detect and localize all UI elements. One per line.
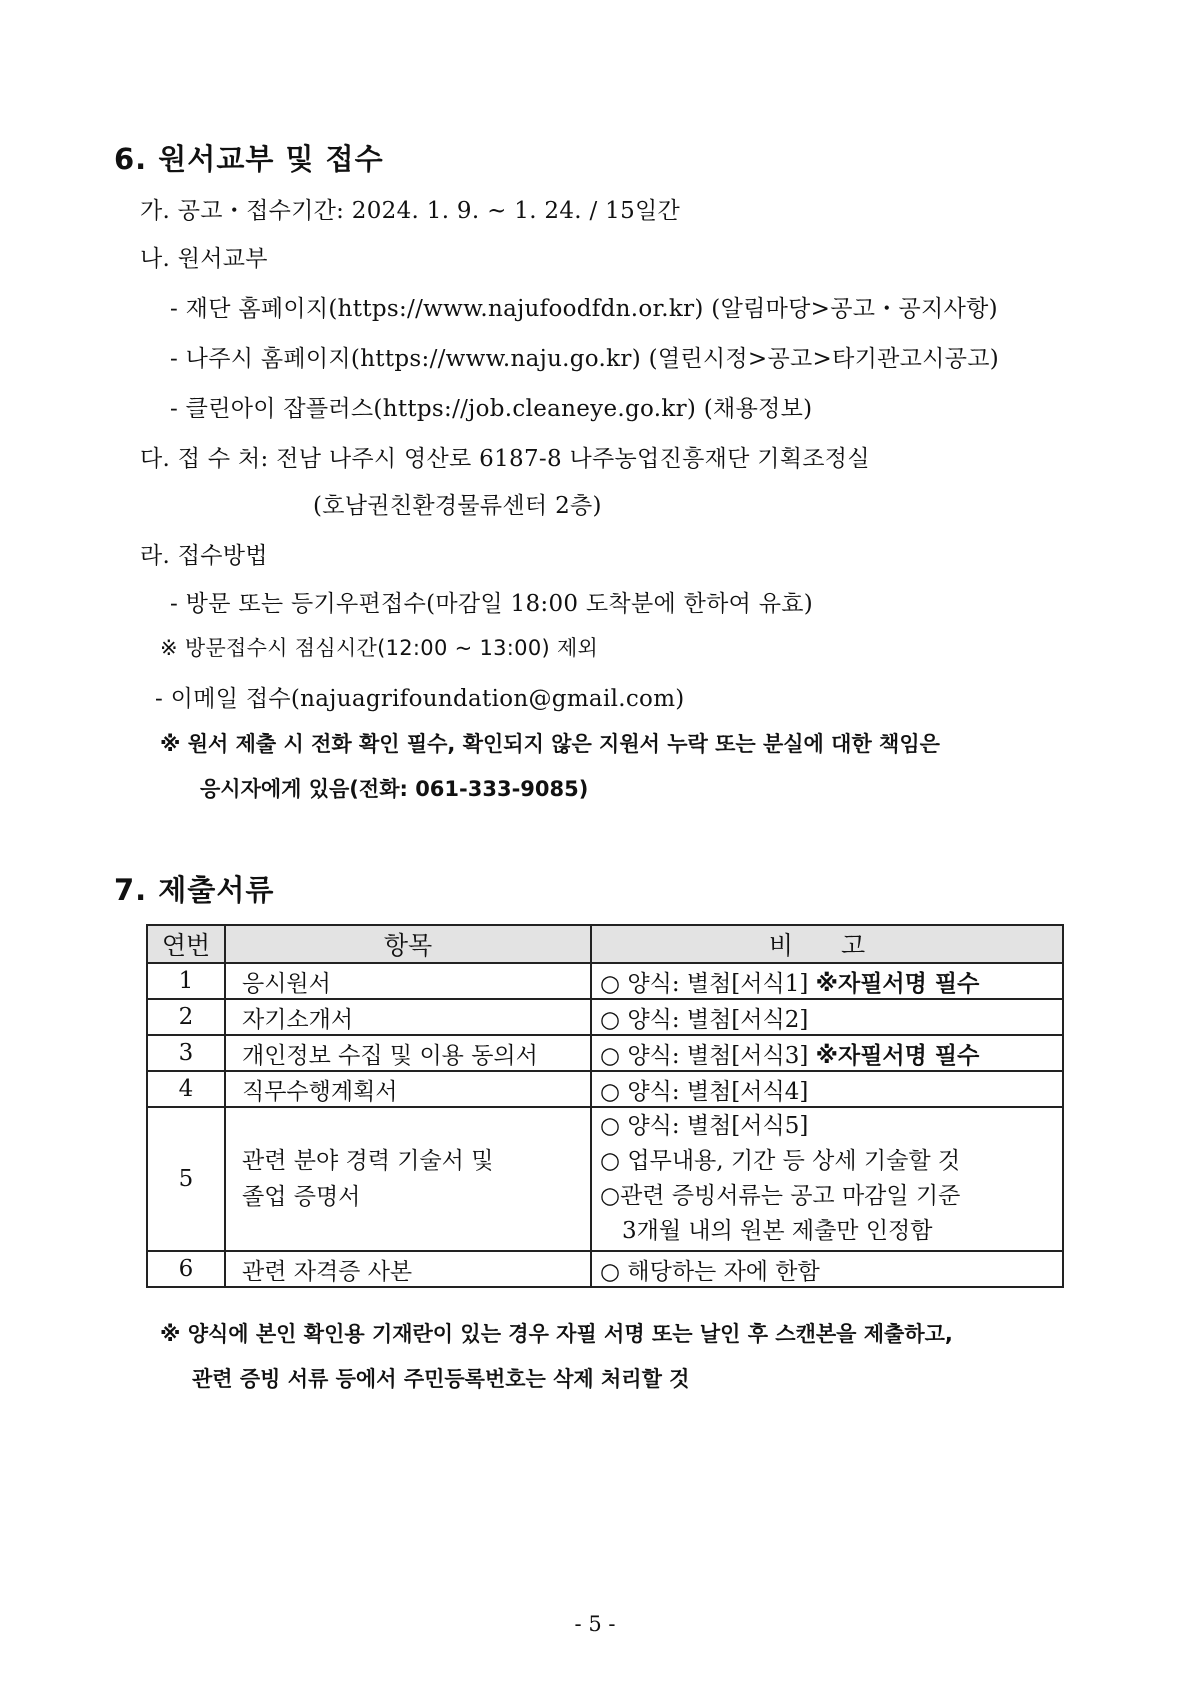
row-no: 6 [147, 1251, 225, 1287]
distribution-title: 나. 원서교부 [140, 246, 268, 272]
section-6-title: 6. 원서교부 및 접수 [114, 142, 384, 176]
row-remark: ○ 양식: 별첨[서식4] [591, 1071, 1063, 1107]
lunch-time-note: ※ 방문접수시 점심시간(12:00 ~ 13:00) 제외 [160, 636, 599, 660]
table-row [147, 1071, 1063, 1107]
section-7-title: 7. 제출서류 [114, 873, 275, 907]
table-row [147, 999, 1063, 1035]
row-no: 4 [147, 1071, 225, 1107]
submission-method-visit: - 방문 또는 등기우편접수(마감일 18:00 도착분에 한하여 유효) [170, 591, 814, 617]
row-remark [591, 963, 1063, 999]
row-no: 2 [147, 999, 225, 1035]
row-no: 1 [147, 963, 225, 999]
remark-text: ○ 양식: 별첨[서식3] [600, 1042, 809, 1069]
signature-required: ※자필서명 필수 [815, 1042, 980, 1069]
page-number: - 5 - [574, 1612, 616, 1636]
row-no: 5 [147, 1107, 225, 1251]
documents-table [146, 924, 1064, 1288]
phone-confirm-warning: ※ 원서 제출 시 전화 확인 필수, 확인되지 않은 지원서 누락 또는 분실에 대한 책임은 [160, 732, 940, 756]
distribution-item-cleaneye: - 클린아이 잡플러스(https://job.cleaneye.go.kr) (채용정보) [170, 396, 813, 422]
row-item: 직무수행계획서 [225, 1071, 591, 1107]
row-remark [591, 1107, 1063, 1251]
row-item: 개인정보 수집 및 이용 동의서 [225, 1035, 591, 1071]
remark-line: ○ 업무내용, 기간 등 상세 기술할 것 [600, 1148, 961, 1174]
table-row [147, 1035, 1063, 1071]
header-no: 연번 [147, 925, 225, 963]
header-item: 항목 [225, 925, 591, 963]
row-item [225, 1107, 591, 1251]
submission-method-title: 라. 접수방법 [140, 543, 268, 569]
remark-line: 3개월 내의 원본 제출만 인정함 [622, 1218, 933, 1244]
table-row [147, 963, 1063, 999]
row-item: 자기소개서 [225, 999, 591, 1035]
submission-method-email: - 이메일 접수(najuagrifoundation@gmail.com) [155, 686, 685, 712]
scan-submission-note-cont: 관련 증빙 서류 등에서 주민등록번호는 삭제 처리할 것 [192, 1367, 690, 1391]
table-header-row [147, 925, 1063, 963]
row-item: 응시원서 [225, 963, 591, 999]
signature-required: ※자필서명 필수 [815, 970, 980, 997]
row-remark: ○ 해당하는 자에 한함 [591, 1251, 1063, 1287]
scan-submission-note: ※ 양식에 본인 확인용 기재란이 있는 경우 자필 서명 또는 날인 후 스캔본을 제출하고, [160, 1322, 953, 1346]
phone-confirm-warning-cont: 응시자에게 있음(전화: 061-333-9085) [200, 777, 589, 801]
remark-text: ○ 양식: 별첨[서식1] [600, 970, 809, 997]
submission-place-detail: (호남권친환경물류센터 2층) [313, 493, 602, 519]
row-item-line: 관련 분야 경력 기술서 및 [242, 1148, 494, 1174]
row-remark: ○ 양식: 별첨[서식2] [591, 999, 1063, 1035]
row-item-line: 졸업 증명서 [242, 1184, 361, 1210]
row-remark [591, 1035, 1063, 1071]
submission-place: 다. 접 수 처: 전남 나주시 영산로 6187-8 나주농업진흥재단 기획조정실 [140, 446, 870, 472]
row-item: 관련 자격증 사본 [225, 1251, 591, 1287]
remark-line: ○관련 증빙서류는 공고 마감일 기준 [600, 1183, 961, 1209]
table-row [147, 1107, 1063, 1251]
distribution-item-city: - 나주시 홈페이지(https://www.naju.go.kr) (열린시정>공고>타기관고시공고) [170, 346, 1000, 372]
header-remark: 비 고 [591, 925, 1063, 963]
application-period: 가. 공고・접수기간: 2024. 1. 9. ~ 1. 24. / 15일간 [140, 198, 681, 224]
remark-line: ○ 양식: 별첨[서식5] [600, 1113, 809, 1139]
row-no: 3 [147, 1035, 225, 1071]
distribution-item-foundation: - 재단 홈페이지(https://www.najufoodfdn.or.kr) (알림마당>공고・공지사항) [170, 296, 998, 322]
table-row [147, 1251, 1063, 1287]
